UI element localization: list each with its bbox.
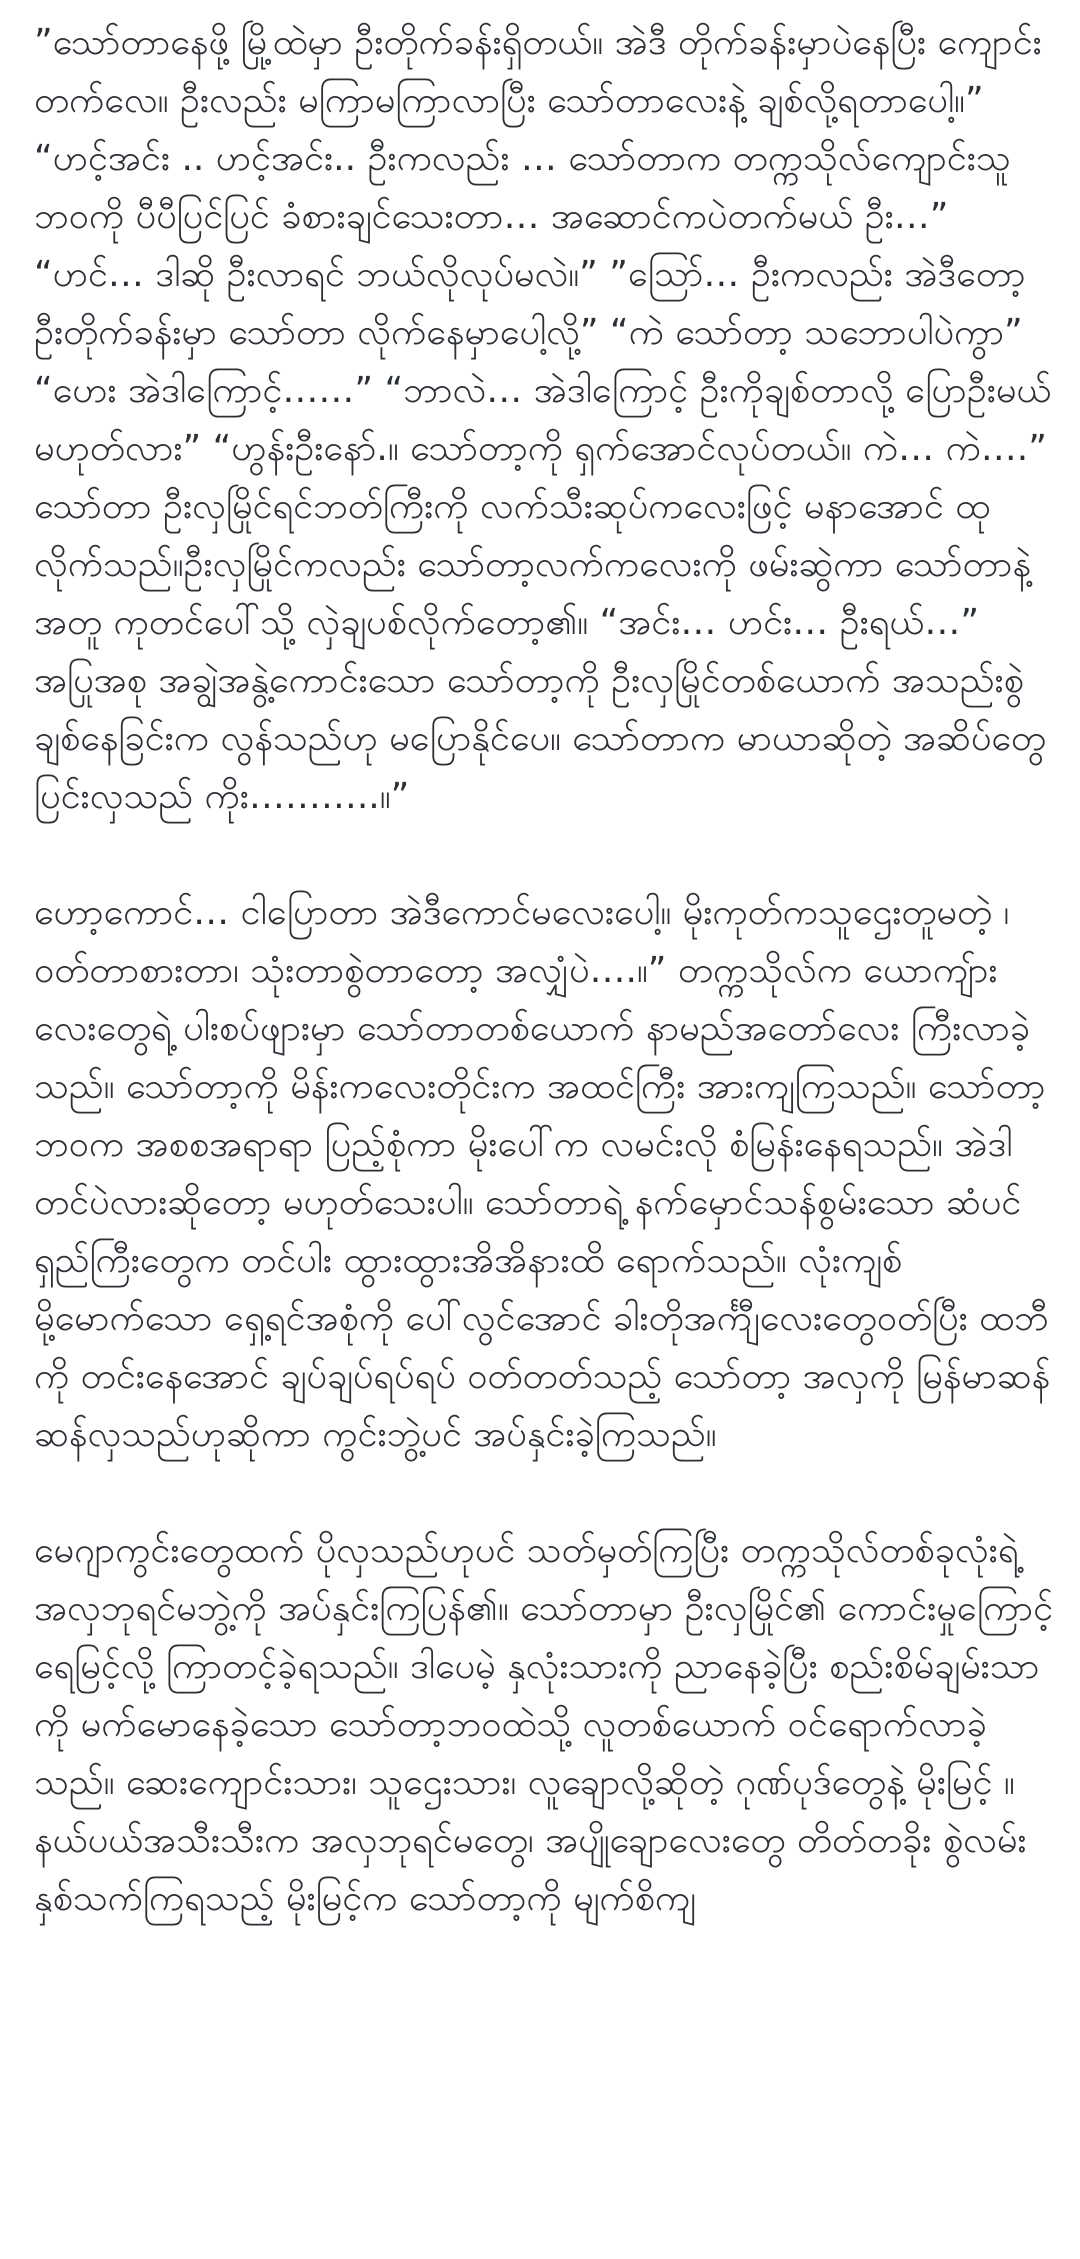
paragraph: ဟော့ကောင်… ငါပြောတာ အဲဒီကောင်မလေးပေါ့။ မိုးကုတ်ကသူဌေးတူမတဲ့ ၊ ဝတ်တာစားတာ၊ သုံးတာစွဲတာတော့ အလျှံပဲ….။” တက္ကသိုလ်က ယောကျ်ားလေးတွေရဲ့ ပါးစပ်ဖျားမှာ သော်တာတစ်ယောက် နာမည်အတော်လေး ကြီးလာခဲ့သည်။ သော်တာ့ကို မိန်းကလေးတိုင်းက အထင်ကြီး အားကျကြသည်။ သော်တာ့ဘဝက အစစအရာရာ ပြည့်စုံကာ မိုးပေါ်က လမင်းလို စံမြန်းနေရသည်။ အဲဒါတင်ပဲလားဆိုတော့ မဟုတ်သေးပါ။ သော်တာရဲ့ နက်မှောင်သန်စွမ်းသော ဆံပင်ရှည်ကြီးတွေက တင်ပါး ထွားထွားအိအိနားထိ ရောက်သည်။ လုံးကျစ်မို့မောက်သော ရှေ့ရင်အစုံကို ပေါ်လွင်အောင် ခါးတိုအင်္ကျီလေးတွေဝတ်ပြီး ထဘီကို တင်းနေအောင် ချပ်ချပ်ရပ်ရပ် ဝတ်တတ်သည့် သော်တာ့ အလှကို မြန်မာဆန်ဆန်လှသည်ဟုဆိုကာ ကွင်းဘွဲ့ပင် အပ်နှင်းခဲ့ကြသည်။: [34, 892, 1051, 1455]
paragraph: ”သော်တာနေဖို့ မြို့ထဲမှာ ဦးတိုက်ခန်းရှိတယ်။ အဲဒီ တိုက်ခန်းမှာပဲနေပြီး ကျောင်းတက်လေ။ ဦးလည်း မကြာမကြာလာပြီး သော်တာလေးနဲ့ ချစ်လို့ရတာပေါ့။” “ဟင့်အင်း .. ဟင့်အင်း.. ဦးကလည်း … သော်တာက တက္ကသိုလ်ကျောင်းသူဘဝကို ပီပီပြင်ပြင် ခံစားချင်သေးတာ… အဆောင်ကပဲတက်မယ် ဦး…” “ဟင်… ဒါဆို ဦးလာရင် ဘယ်လိုလုပ်မလဲ။” ”ဪ… ဦးကလည်း အဲဒီတော့ ဦးတိုက်ခန်းမှာ သော်တာ လိုက်နေမှာပေါ့လို့” “ကဲ သော်တာ့ သဘောပါပဲကွာ” “ဟေး အဲဒါကြောင့်……” “ဘာလဲ… အဲဒါကြောင့် ဦးကိုချစ်တာလို့ ပြောဦးမယ် မဟုတ်လား” “ဟွန်းဦးနော်.။ သော်တာ့ကို ရှက်အောင်လုပ်တယ်။ ကဲ… ကဲ….” သော်တာ ဦးလှမြိုင်ရင်ဘတ်ကြီးကို လက်သီးဆုပ်ကလေးဖြင့် မနာအောင် ထုလိုက်သည်။ဦးလှမြိုင်ကလည်း သော်တာ့လက်ကလေးကို ဖမ်းဆွဲကာ သော်တာနဲ့အတူ ကုတင်ပေါ်သို့ လှဲချပစ်လိုက်တော့၏။ “အင်း… ဟင်း… ဦးရယ်…” အပြုအစု အချွဲအနွဲ့ကောင်းသော သော်တာ့ကို ဦးလှမြိုင်တစ်ယောက် အသည်းစွဲ ချစ်နေခြင်းက လွန်သည်ဟု မပြောနိုင်ပေ။ သော်တာက မာယာဆိုတဲ့ အဆိပ်တွေ ပြင်းလှသည် ကိုး………..။”: [34, 22, 1063, 817]
article-body: [34, 14, 1065, 1928]
paragraph: မေဂျာကွင်းတွေထက် ပိုလှသည်ဟုပင် သတ်မှတ်ကြပြီး တက္ကသိုလ်တစ်ခုလုံးရဲ့ အလှဘုရင်မဘွဲ့ကို အပ်နှင်းကြပြန်၏။ သော်တာမှာ ဦးလှမြိုင်၏ ကောင်းမှုကြောင့် ရေမြင့်လို့ ကြာတင့်ခဲ့ရသည်။ ဒါပေမဲ့ နှလုံးသားကို ညာနေခဲ့ပြီး စည်းစိမ်ချမ်းသာကို မက်မောနေခဲ့သော သော်တာ့ဘဝထဲသို့ လူတစ်ယောက် ဝင်ရောက်လာခဲ့သည်။ ဆေးကျောင်းသား၊ သူဌေးသား၊ လူချောလို့ဆိုတဲ့ ဂုဏ်ပုဒ်တွေနဲ့ မိုးမြင့် ။ နယ်ပယ်အသီးသီးက အလှဘုရင်မတွေ၊ အပျိုချောလေးတွေ တိတ်တခိုး စွဲလမ်းနှစ်သက်ကြရသည့် မိုးမြင့်က သော်တာ့ကို မျက်စိကျ: [34, 1530, 1065, 1919]
